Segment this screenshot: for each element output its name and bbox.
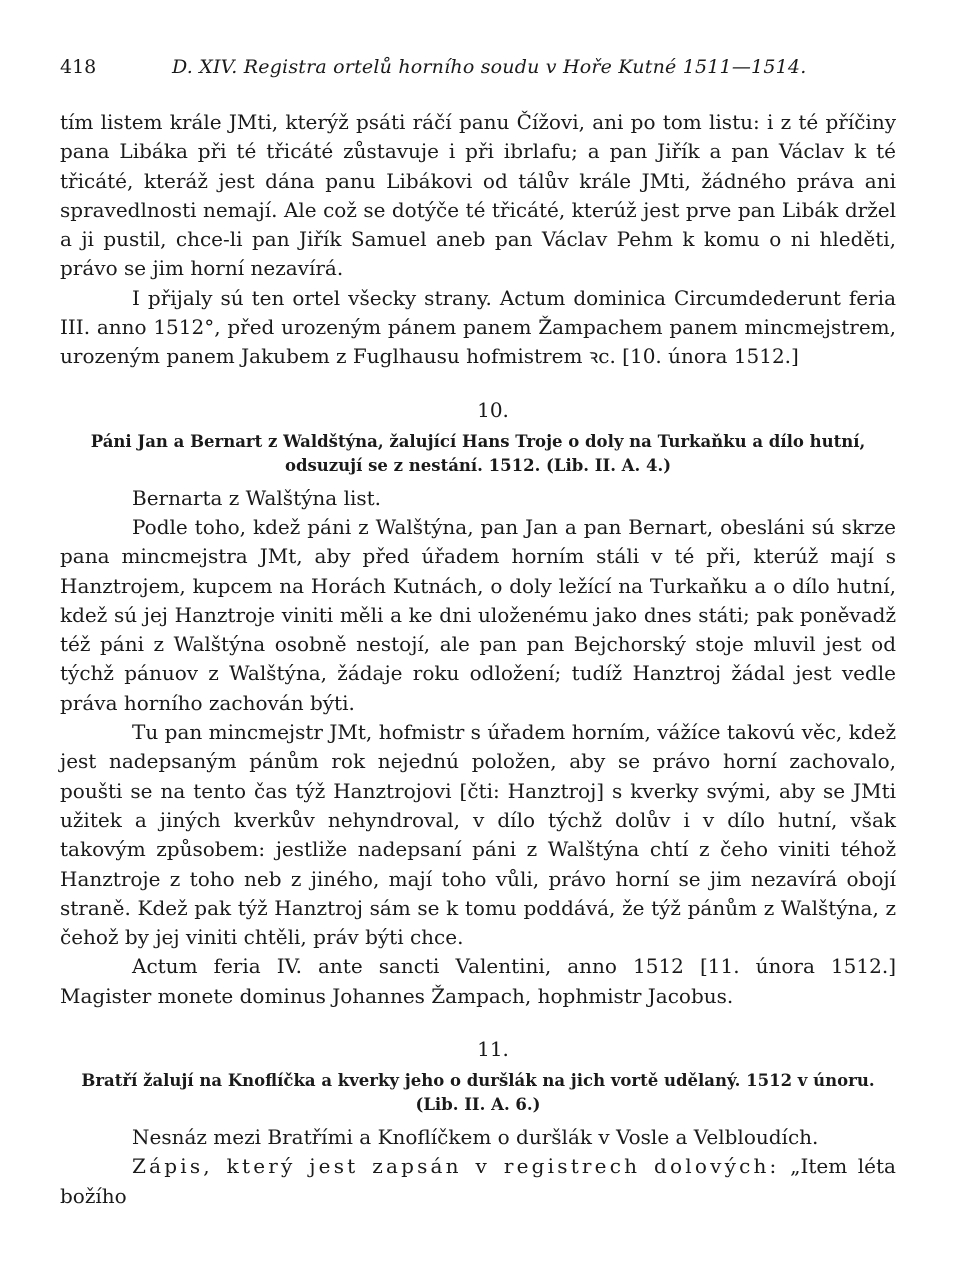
continuation-paragraph: tím listem krále JMti, kterýž psáti ráčí panu Čížovi, ani po tom listu: i z té příčiny pana Libáka při té třicáté zůstavuje i při ibrlafu; a pan Jiřík a pan Václav k té třicáté, kteráž jest dána panu Libákovi od tálův krále JMti, žádného práva ani spravedlnosti nemají. Ale což se dotýče té třicáté, kterúž jest prve pan Libák držel a ji pustil, chce-li pan Jiřík Samuel aneb pan Václav Pehm k komu o ni hleděti, právo se jim horní nezavírá. [60,110,896,281]
spaced-text: Zápis, který jest zapsán v registrech dolových: [132,1154,780,1179]
running-header [60,56,896,84]
quote-text: „Item léta božího [60,1154,896,1208]
body-paragraph: Nesnáz mezi Bratřími a Knoflíčkem o duršlák v Vosle a Velbloudích. [132,1125,819,1150]
letter-title: Bernarta z Walštýna list. [132,485,382,510]
body-paragraph [60,1152,896,1211]
continuation-paragraph: I přijaly sú ten ortel všecky strany. Actum dominica Circumdederunt feria III. anno 1512°, před urozeným pánem panem Žampachem panem mincmejstrem, urozeným panem Jakubem z Fuglhausu hofmistrem ꝛc. [10. února 1512.] [60,285,896,369]
body-paragraph: Actum feria IV. ante sancti Valentini, anno 1512 [11. února 1512.] Magister monete dominus Johannes Žampach, hophmistr Jacobus. [60,954,896,1008]
document-page [60,56,896,1211]
section-summary: Bratří žalují na Knoflíčka a kverky jeho o duršlák na jich vortě udělaný. 1512 v únoru. (Lib. II. A. 6.) [81,1071,875,1115]
body-paragraph: Tu pan mincmejstr JMt, hofmistr s úřadem horním, vážíce takovú věc, kdež jest nadepsaným pánům rok nejednú položen, aby se právo horní zachovalo, poušti se na tento čas týž Hanztrojovi [čti: Hanztroj] s kverky svými, aby se JMti užitek a jiných kverkův nehyndroval, v dílo týchž dolův i v dílo hutní, však takovým způsobem: jestliže nadepsaní páni z Walštýna chtí z čeho viniti téhož Hanztroje z toho neb z jiného, mají toho vůli, právo horní se jim nezavírá obojí straně. Kdež pak týž Hanztroj sám se k tomu poddává, že týž pánům z Walštýna, z čehož by jej viniti chtěli, práv býti chce. [60,720,896,950]
page-number: 418 [60,56,97,78]
section-summary: Páni Jan a Bernart z Waldštýna, žalující Hans Troje o doly na Turkaňku a dílo hutní, odsuzují se z nestání. 1512. (Lib. II. A. 4.) [90,431,866,475]
section-number: 10. [477,397,509,422]
body-paragraph: Podle toho, kdež páni z Walštýna, pan Jan a pan Bernart, obesláni sú skrze pana mincmejstra JMt, aby před úřadem horním stáli v té při, kterúž mají s Hanztrojem, kupcem na Horách Kutnách, o doly ležící na Turkaňku a o dílo hutní, kdež sú jej Hanztroje viniti měli a ke dni uloženému jako dnes státi; pak poněvadž též páni z Walštýna osobně nestojí, ale pan pan Bejchorský stoje mluvil jest od týchž pánuov z Walštýna, žádaje roku odložení; tudíž Hanztroj žádal jest vedle práva horního zachován býti. [60,514,896,715]
running-title: D. XIV. Registra ortelů horního soudu v Hoře Kutné 1511—1514. [172,56,807,78]
section-number: 11. [477,1037,509,1062]
